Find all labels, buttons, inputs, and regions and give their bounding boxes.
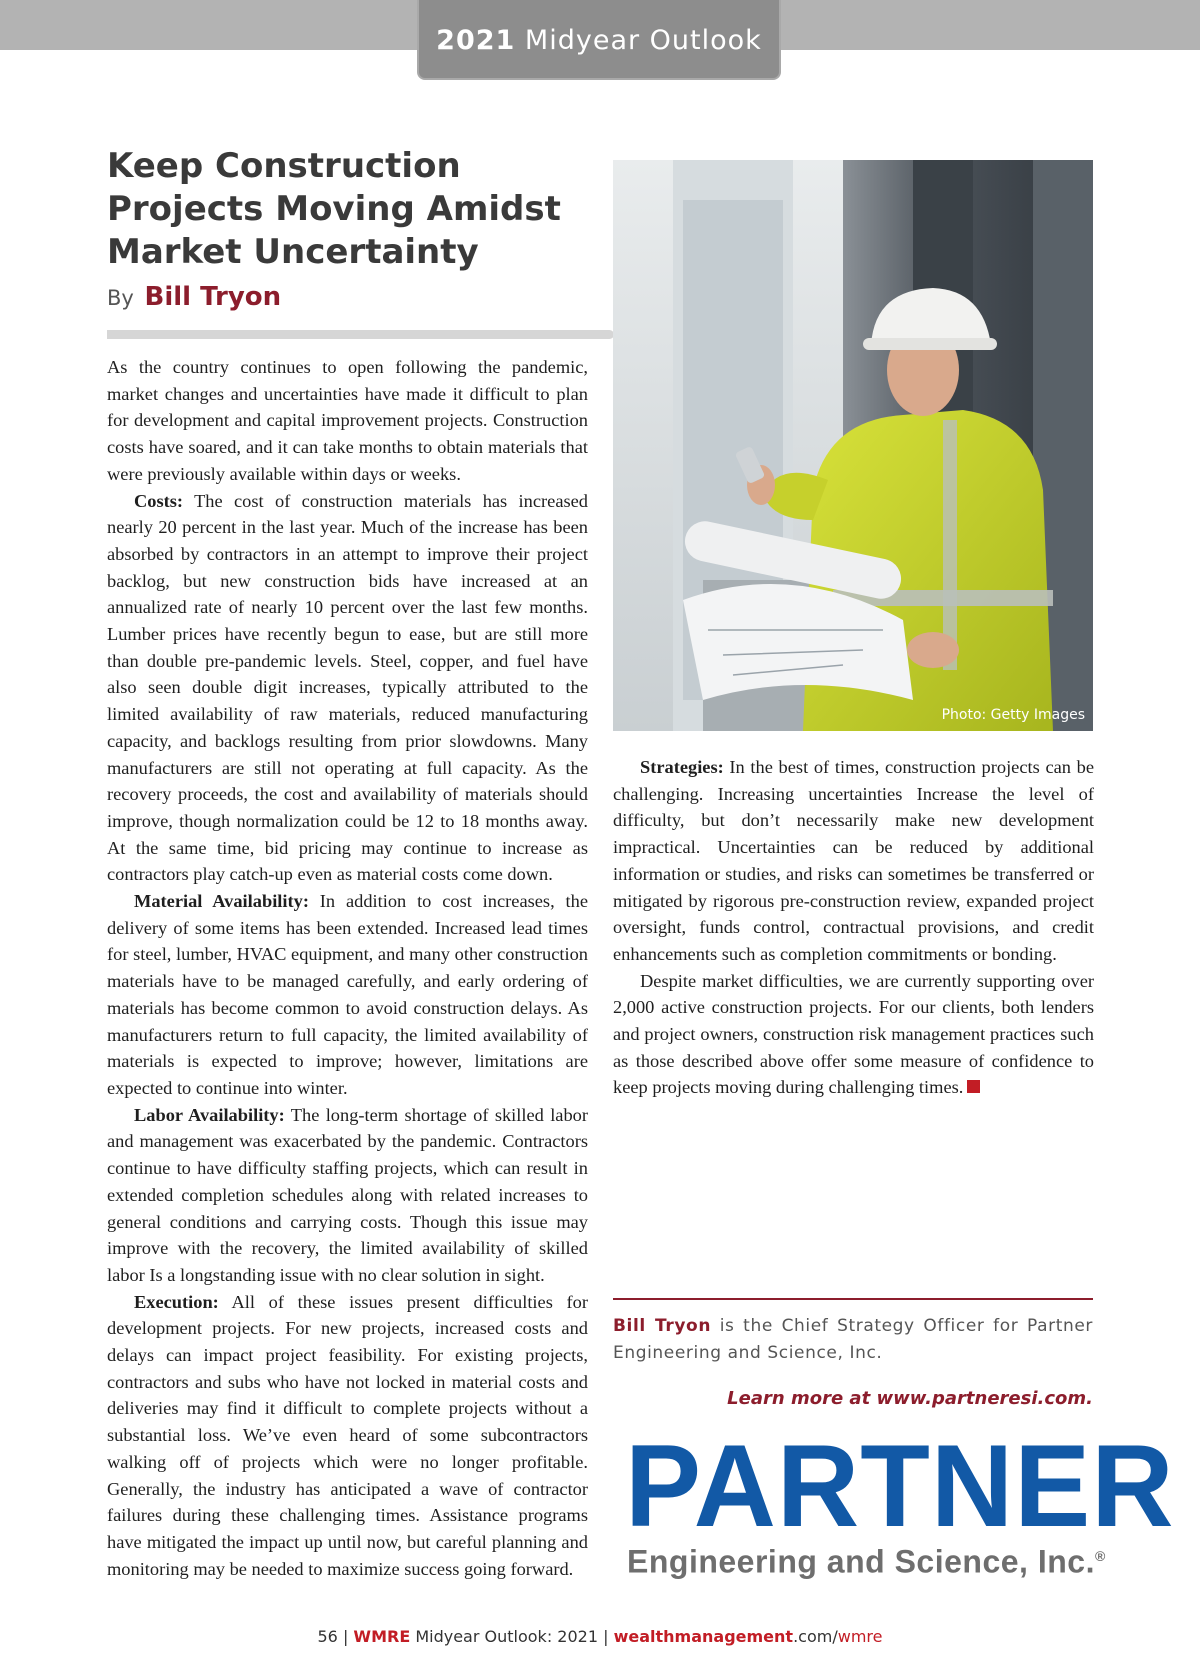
execution-paragraph	[107, 1289, 588, 1583]
photo-credit: Photo: Getty Images	[941, 707, 1085, 723]
footer-separator: |	[337, 1627, 354, 1646]
costs-heading: Costs:	[134, 490, 184, 511]
footer-site-end[interactable]: wmre	[837, 1627, 883, 1646]
article-title: Keep Construction Projects Moving Amidst Market Uncertainty	[107, 146, 561, 272]
costs-text: The cost of construction materials has increased nearly 20 percent in the last year. Much of the increase has been absorbed by contractors in an attempt to improve their project backlog, but new construction bids have increased at an annualized rate of nearly 10 percent over the last few months. Lumber prices have recently begun to ease, but are still more than double pre-pandemic levels. Steel, copper, and fuel have also seen double digit increases, typically attributed to the limited availability of raw materials, reduced manufacturing capacity, and backlogs resulting from prior slowdowns. Many manufacturers are still not operating at full capacity. As the recovery proceeds, the cost and availability of materials should improve, though normalization could be 12 to 18 months away. At the same time, bid pricing may continue to increase as contractors play catch-up even as material costs come down.	[107, 490, 588, 885]
footer-publication: Midyear Outlook: 2021	[410, 1627, 604, 1646]
registered-mark: ®	[1094, 1548, 1106, 1564]
strategies-heading: Strategies:	[640, 757, 724, 777]
closing-text: Despite market difficulties, we are currently supporting over 2,000 active construction projects. For our clients, both lenders and project owners, construction risk management practices such as those described above offer some measure of confidence to keep projects moving during challenging times.	[613, 970, 1094, 1098]
strategies-paragraph	[613, 754, 1094, 968]
logo-subtitle-text: Engineering and Science, Inc.	[627, 1543, 1095, 1580]
author-bio	[613, 1313, 1093, 1367]
section-year: 2021	[436, 25, 516, 56]
material-heading: Material Availability:	[134, 891, 309, 912]
section-tab	[417, 0, 781, 80]
strategies-text: In the best of times, construction projects can be challenging. Increasing uncertainties Increase the level of difficulty, but don’t necessarily make new development impractical. Uncertainties can be reduced by additional information or studies, and risks can sometimes be transferred or mitigated by rigorous pre-construction review, expanded project oversight, funds control, contractual provisions, and credit enhancements such as completion commitments or bonding.	[613, 757, 1094, 964]
learn-more-link[interactable]: Learn more at www.partneresi.com.	[727, 1388, 1093, 1409]
costs-paragraph	[107, 488, 588, 889]
title-divider	[107, 330, 614, 339]
execution-heading: Execution:	[134, 1291, 219, 1312]
bio-name: Bill Tryon	[613, 1316, 712, 1336]
partner-logo: PARTNER	[625, 1421, 1175, 1552]
byline	[107, 282, 281, 312]
footer-separator-2: |	[603, 1627, 614, 1646]
footer-site-rest[interactable]: .com/	[793, 1627, 838, 1646]
footer-brand: WMRE	[353, 1627, 411, 1646]
labor-heading: Labor Availability:	[134, 1104, 285, 1125]
page-footer	[0, 1627, 1200, 1646]
construction-worker-image	[613, 160, 1093, 731]
bio-divider	[613, 1298, 1093, 1300]
byline-prefix: By	[107, 286, 134, 310]
article-photo	[613, 160, 1093, 731]
end-mark-icon	[967, 1080, 980, 1093]
section-label: Midyear Outlook	[524, 25, 762, 56]
article-column-right	[613, 754, 1094, 1101]
execution-text: All of these issues present difficulties for development projects. For new projects, increased costs and delays can impact project feasibility. For existing projects, contractors and subs who have not locked in material costs and deliveries may find it difficult to complete projects without a substantial loss. We’ve even heard of some subcontractors walking off of projects which were no longer profitable. Generally, the industry has anticipated a wave of contractor failures during these challenging times. Assistance programs have mitigated the impact up until now, but careful planning and monitoring may be needed to maximize success going forward.	[107, 1291, 588, 1579]
labor-text: The long-term shortage of skilled labor and management was exacerbated by the pandemic. Contractors continue to have difficulty staffing projects, which can result in extended completion schedules along with related increases to general conditions and carrying costs. Though this issue may improve with the recovery, the limited availability of skilled labor Is a longstanding issue with no clear solution in sight.	[107, 1104, 588, 1285]
article-column-left	[107, 354, 588, 1582]
intro-paragraph: As the country continues to open following the pandemic, market changes and uncertainties have made it difficult to plan for development and capital improvement projects. Construction costs have soared, and it can take months to obtain materials that were previously available within days or weeks.	[107, 357, 588, 484]
page-number: 56	[317, 1627, 338, 1646]
footer-site-bold[interactable]: wealthmanagement	[613, 1627, 794, 1646]
partner-logo-subtitle	[627, 1538, 1106, 1580]
bio-text: is the Chief Strategy Officer for Partner Engineering and Science, Inc.	[613, 1316, 1093, 1363]
labor-paragraph	[107, 1102, 588, 1289]
material-paragraph	[107, 888, 588, 1102]
author-name: Bill Tryon	[144, 282, 282, 312]
material-text: In addition to cost increases, the delivery of some items has been extended. Increased lead times for steel, lumber, HVAC equipment, and many other construction materials have to be managed carefully, and early ordering of materials has become common to avoid construction delays. As manufacturers return to full capacity, the limited availability of materials is expected to improve; however, limitations are expected to continue into winter.	[107, 891, 588, 1098]
closing-paragraph	[613, 968, 1094, 1102]
